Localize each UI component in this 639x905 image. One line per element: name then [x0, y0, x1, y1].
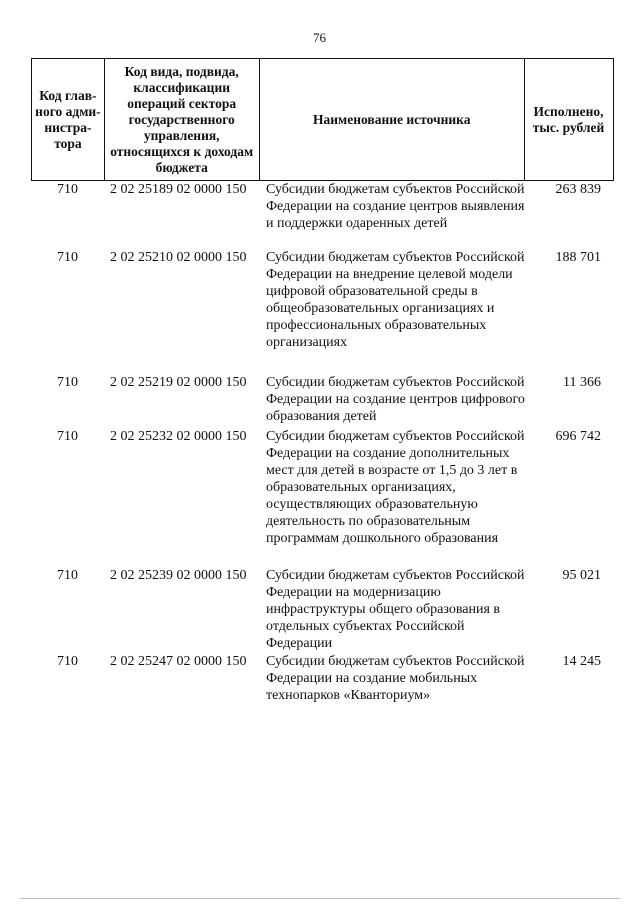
- row-classification-code: 2 02 25239 02 0000 150: [110, 568, 247, 583]
- row-admin-code: 710: [57, 250, 78, 265]
- table-row: [31, 181, 615, 249]
- header-amount: Исполнено, тыс. рублей: [524, 58, 614, 181]
- row-admin-code: 710: [57, 375, 78, 390]
- table-row: [31, 653, 615, 713]
- row-source-name: Субсидии бюджетам субъектов Российской Федерации на создание центров выявления и поддержки одаренных детей: [266, 182, 525, 231]
- row-admin-code: 710: [57, 654, 78, 669]
- table-row: [31, 249, 615, 374]
- row-source-name: Субсидии бюджетам субъектов Российской Федерации на создание центров цифрового образования детей: [266, 375, 525, 424]
- row-amount: 11 366: [563, 375, 601, 390]
- row-source-name: Субсидии бюджетам субъектов Российской Федерации на модернизацию инфраструктуры общего образования в отдельных субъектах Российской Федерации: [266, 568, 525, 651]
- row-amount: 263 839: [555, 182, 601, 197]
- header-source-name: Наименование источника: [313, 111, 471, 127]
- row-source-name: Субсидии бюджетам субъектов Российской Федерации на создание мобильных технопарков «Кванториум»: [266, 654, 525, 703]
- row-amount: 188 701: [555, 250, 601, 265]
- header-classification-code: Код вида, подвида, классификации операций сектора государственного управления, относящихся к доходам бюджета: [105, 59, 260, 180]
- row-classification-code: 2 02 25247 02 0000 150: [110, 654, 247, 669]
- row-classification-code: 2 02 25232 02 0000 150: [110, 429, 247, 444]
- row-amount: 14 245: [562, 654, 601, 669]
- table-row: [31, 374, 615, 428]
- row-classification-code: 2 02 25210 02 0000 150: [110, 250, 247, 265]
- row-classification-code: 2 02 25219 02 0000 150: [110, 375, 247, 390]
- row-admin-code: 710: [57, 568, 78, 583]
- header-admin-code: Код глав-ного адми-нистра-тора: [32, 59, 105, 180]
- table-body: [31, 181, 615, 713]
- table-row: [31, 567, 615, 653]
- row-admin-code: 710: [57, 429, 78, 444]
- table-header: [31, 58, 525, 181]
- row-source-name: Субсидии бюджетам субъектов Российской Федерации на создание дополнительных мест для детей в возрасте от 1,5 до 3 лет в образовательных организациях, осуществляющих образовательную деятельность по образовательным программам дошкольного образования: [266, 429, 525, 546]
- page-number: 76: [313, 30, 326, 45]
- row-source-name: Субсидии бюджетам субъектов Российской Федерации на внедрение целевой модели цифровой образовательной среды в общеобразовательных организациях и профессиональных образовательных организациях: [266, 250, 525, 350]
- table-row: [31, 428, 615, 567]
- row-classification-code: 2 02 25189 02 0000 150: [110, 182, 247, 197]
- row-amount: 95 021: [562, 568, 601, 583]
- row-admin-code: 710: [57, 182, 78, 197]
- row-amount: 696 742: [555, 429, 601, 444]
- page-bottom-rule: [20, 898, 620, 899]
